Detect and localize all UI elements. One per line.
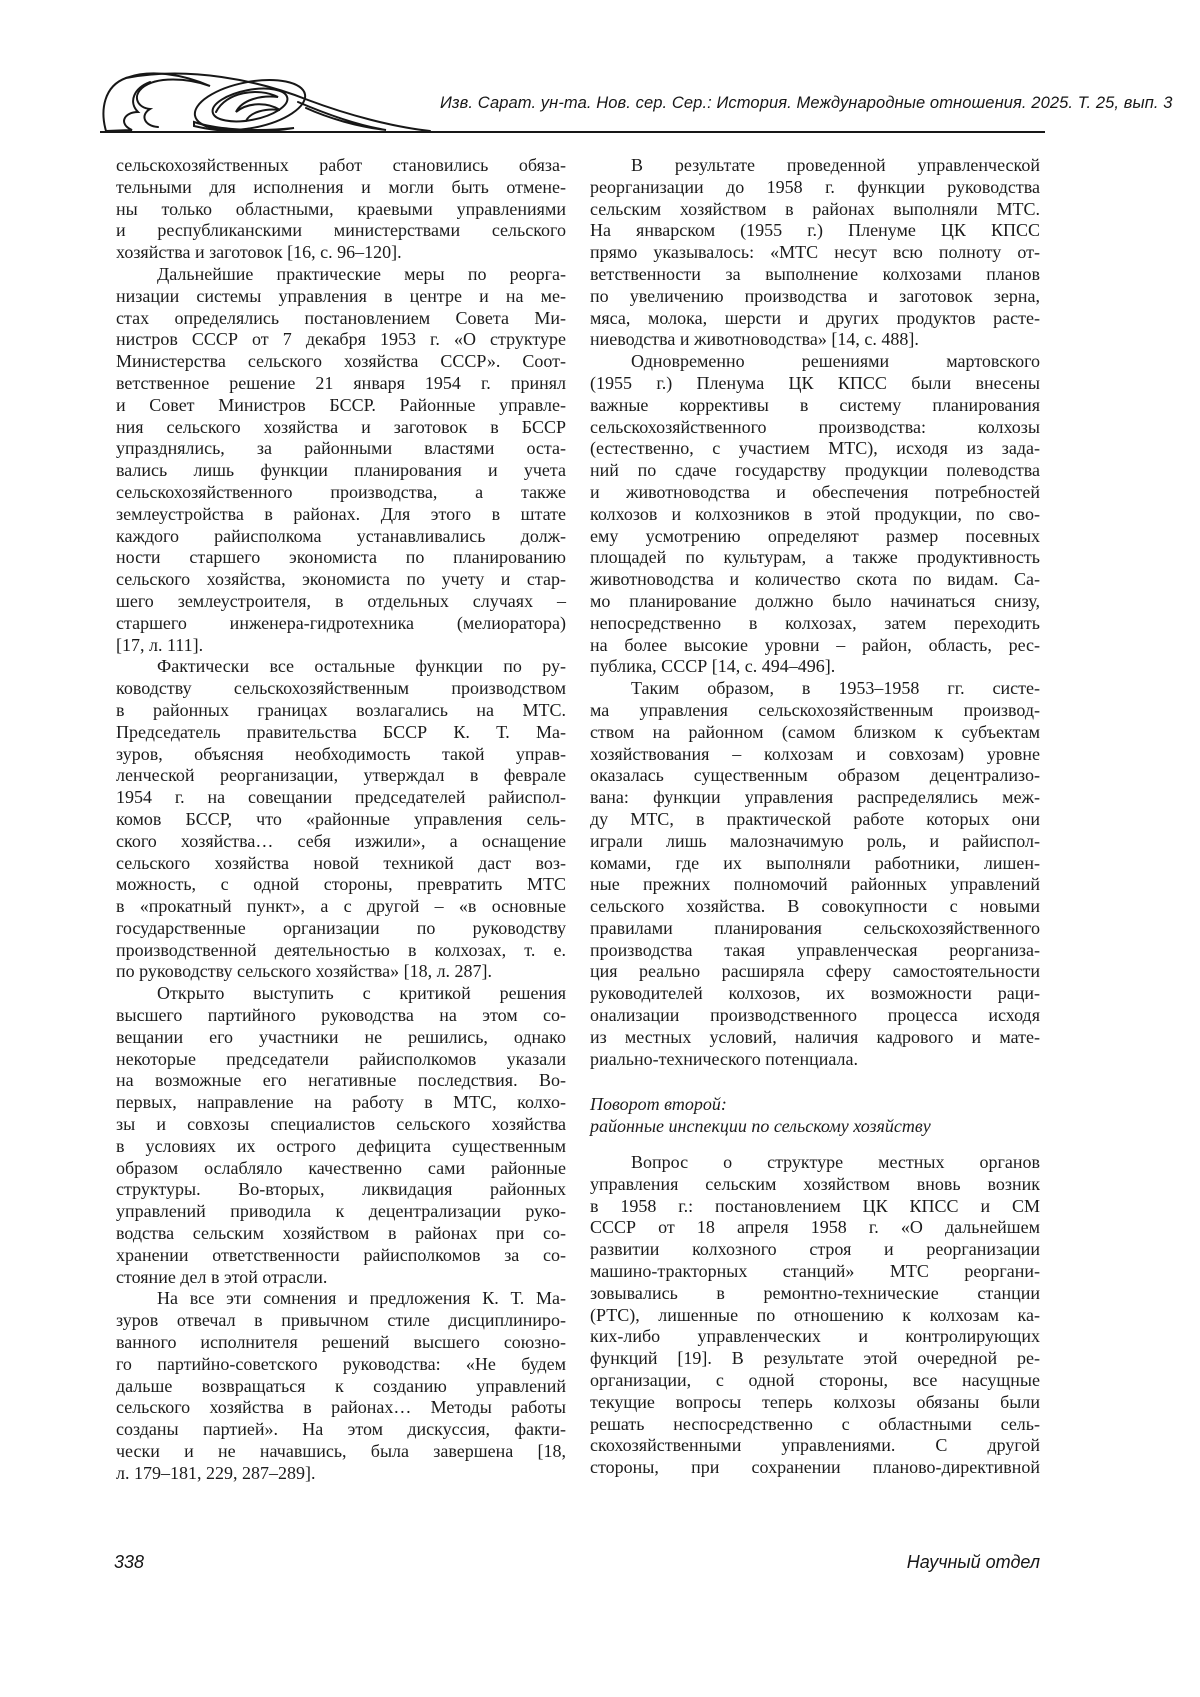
text-line: сельского хозяйства, экономиста по учету и стар- bbox=[116, 569, 566, 590]
text-line: ний по сдаче государству продукции полеводства bbox=[590, 460, 1040, 481]
text-line: реорганизации до 1958 г. функции руководства bbox=[590, 176, 1040, 197]
text-line: комами, где их выполняли работники, лишен- bbox=[590, 852, 1040, 873]
journal-logo-ornament bbox=[98, 70, 433, 134]
text-line: Одновременно решениями мартовского bbox=[631, 351, 1040, 372]
text-line: хозяйства и заготовок [16, с. 96–120]. bbox=[116, 242, 402, 263]
text-line: на более высокие уровни – район, область, рес- bbox=[590, 634, 1040, 655]
text-line: Председатель правительства БССР К. Т. Ма- bbox=[116, 721, 566, 742]
text-line: шего землеустроителя, в отдельных случаях – bbox=[116, 590, 566, 611]
text-line: Вопрос о структуре местных органов bbox=[631, 1152, 1040, 1173]
text-line: хозяйствования – колхозам и совхозам) уровне bbox=[590, 743, 1040, 764]
text-line: образом ослабляло качественно сами районные bbox=[116, 1157, 566, 1178]
text-line: СССР от 18 апреля 1958 г. «О дальнейшем bbox=[590, 1217, 1040, 1238]
text-line: ством на районном (самом близком к субъектам bbox=[590, 721, 1040, 742]
paragraph bbox=[116, 264, 566, 656]
text-line: ского хозяйства… себя изжили», а оснащение bbox=[116, 830, 566, 851]
text-line: тельными для исполнения и могли быть отмене- bbox=[116, 176, 566, 197]
text-line: (РТС), лишенные по отношению к колхозам ка- bbox=[590, 1304, 1040, 1325]
paragraph bbox=[116, 656, 566, 983]
text-line: играли лишь малозначимую роль, и райиспол- bbox=[590, 830, 1040, 851]
text-line: В результате проведенной управленческой bbox=[631, 155, 1040, 175]
text-line: ководству сельскохозяйственным производством bbox=[116, 678, 566, 699]
text-line: Таким образом, в 1953–1958 гг. систе- bbox=[631, 678, 1040, 699]
text-line: Министерства сельского хозяйства СССР». Соот- bbox=[116, 351, 566, 372]
page-number: 338 bbox=[114, 1552, 145, 1572]
text-line: производственной деятельностью в колхозах, т. е. bbox=[116, 939, 566, 960]
paragraph bbox=[590, 351, 1040, 678]
text-line: из местных условий, наличия кадрового и мате- bbox=[590, 1026, 1040, 1047]
text-line: мяса, молока, шерсти и других продуктов расте- bbox=[590, 307, 1040, 328]
text-line: вались лишь функции планирования и учета bbox=[116, 460, 566, 481]
text-line: организации, с одной стороны, все насущные bbox=[590, 1370, 1040, 1391]
text-line: государственные организации по руководству bbox=[116, 917, 566, 938]
text-line: ленческой реорганизации, утверждал в феврале bbox=[116, 765, 566, 786]
text-line: риально-технического потенциала. bbox=[590, 1048, 858, 1069]
text-line: животноводства и количество скота по видам. Са- bbox=[590, 569, 1040, 590]
paragraph bbox=[116, 1288, 566, 1484]
text-line: ветственное решение 21 января 1954 г. принял bbox=[116, 372, 566, 393]
text-line: вана: функции управления распределялись меж- bbox=[590, 787, 1040, 808]
text-line: нистров СССР от 7 декабря 1953 г. «О структуре bbox=[116, 329, 566, 350]
text-line: на возможные его негативные последствия. Во- bbox=[116, 1070, 566, 1091]
text-line: (1955 г.) Пленума ЦК КПСС были внесены bbox=[590, 372, 1040, 393]
text-line: вещании его участники не решились, однако bbox=[116, 1026, 566, 1047]
text-line: сельскохозяйственного производства, а также bbox=[116, 481, 566, 502]
text-line: важные коррективы в систему планирования bbox=[590, 394, 1040, 415]
text-line: районные инспекции по сельскому хозяйству bbox=[590, 1116, 931, 1137]
text-line: и Совет Министров БССР. Районные управле- bbox=[116, 394, 566, 415]
text-line: ция реально расширяла сферу самостоятельности bbox=[590, 961, 1040, 982]
text-line: правилами планирования сельскохозяйственного bbox=[590, 917, 1040, 938]
text-line: комов БССР, что «районные управления сель- bbox=[116, 808, 566, 829]
text-line: стах определялись постановлением Совета Ми- bbox=[116, 307, 566, 328]
text-line: На все эти сомнения и предложения К. Т. Ма- bbox=[157, 1288, 566, 1309]
text-line: можность, с одной стороны, превратить МТС bbox=[116, 874, 566, 895]
text-line: водства сельским хозяйством в районах при со- bbox=[116, 1223, 566, 1244]
text-line: ны только областными, краевыми управлениями bbox=[116, 198, 566, 219]
text-line: управления сельским хозяйством вновь возник bbox=[590, 1173, 1040, 1194]
text-line: ные прежних полномочий районных управлений bbox=[590, 874, 1040, 895]
text-line: ветственности за выполнение колхозами планов bbox=[590, 263, 1040, 284]
paragraph bbox=[590, 678, 1040, 1070]
text-line: сельского хозяйства в районах… Методы работы bbox=[116, 1397, 566, 1418]
text-line: ему усмотрению определяют размер посевных bbox=[590, 525, 1040, 546]
text-line: упразднялись, за районными властями оста- bbox=[116, 438, 566, 459]
text-line: зуров отвечал в привычном стиле дисциплиниро- bbox=[116, 1310, 566, 1331]
text-line: онализации производственного процесса исходя bbox=[590, 1005, 1040, 1026]
text-line: сельским хозяйством в районах выполняли МТС. bbox=[590, 198, 1040, 219]
text-line: сельского хозяйства. В совокупности с новыми bbox=[590, 896, 1040, 917]
text-line: ма управления сельскохозяйственным производ- bbox=[590, 699, 1040, 720]
text-line: дальше возвращаться к созданию управлений bbox=[116, 1375, 566, 1396]
text-line: в условиях их острого дефицита существенным bbox=[116, 1135, 566, 1156]
text-line: ванного исполнителя решений высшего союзно- bbox=[116, 1332, 566, 1353]
paragraph bbox=[116, 983, 566, 1288]
text-line: старшего инженера-гидротехника (мелиоратора) bbox=[116, 612, 566, 633]
paragraph bbox=[116, 155, 566, 264]
paragraph bbox=[590, 1152, 1040, 1479]
text-line: некоторые председатели райисполкомов указали bbox=[116, 1048, 566, 1069]
text-line: го партийно-советского руководства: «Не будем bbox=[116, 1353, 566, 1374]
text-line: в 1958 г.: постановлением ЦК КПСС и СМ bbox=[590, 1195, 1040, 1216]
text-line: ния сельского хозяйства и заготовок в БССР bbox=[116, 416, 566, 437]
text-line: по руководству сельского хозяйства» [18, л. 287]. bbox=[116, 961, 493, 982]
text-line: в «прокатный пункт», а с другой – «в основные bbox=[116, 896, 566, 917]
text-line: управлений приводила к децентрализации руко- bbox=[116, 1201, 566, 1222]
text-line: структуры. Во-вторых, ликвидация районных bbox=[116, 1179, 566, 1200]
text-line: чески и не начавшись, была завершена [18, bbox=[116, 1441, 566, 1462]
text-line: ких-либо управленческих и контролирующих bbox=[590, 1326, 1040, 1347]
text-line: Дальнейшие практические меры по реорга- bbox=[157, 263, 566, 284]
text-line: публика, СССР [14, с. 494–496]. bbox=[590, 656, 836, 677]
text-line: и республиканскими министерствами сельского bbox=[116, 220, 566, 241]
text-line: ности старшего экономиста по планированию bbox=[116, 547, 566, 568]
text-line: сельскохозяйственного производства: колхозы bbox=[590, 416, 1040, 437]
text-line: (естественно, с участием МТС), исходя из зада- bbox=[590, 438, 1040, 459]
text-line: производства такая управленческая реорганиза- bbox=[590, 939, 1040, 960]
text-line: низации системы управления в центре и на ме- bbox=[116, 285, 566, 306]
text-line: скохозяйственными управлениями. С другой bbox=[590, 1435, 1040, 1456]
text-line: [17, л. 111]. bbox=[116, 634, 204, 655]
text-line: На январском (1955 г.) Пленуме ЦК КПСС bbox=[590, 220, 1040, 241]
text-line: ниеводства и животноводства» [14, с. 488]. bbox=[590, 329, 919, 350]
text-line: мо планирование должно было начинаться снизу, bbox=[590, 590, 1040, 611]
text-line: стороны, при сохранении планово-директивной bbox=[590, 1457, 1040, 1478]
text-line: колхозов и колхозников в этой продукции, по сво- bbox=[590, 503, 1040, 524]
section-heading bbox=[590, 1094, 1040, 1138]
text-line: Фактически все остальные функции по ру- bbox=[157, 656, 566, 677]
text-line: Поворот второй: bbox=[590, 1094, 727, 1115]
left-column bbox=[116, 155, 566, 1485]
text-line: стояние дел в этой отрасли. bbox=[116, 1266, 328, 1287]
text-line: решать неспосредственно с областными сель- bbox=[590, 1413, 1040, 1434]
journal-header-line: Изв. Сарат. ун-та. Нов. сер. Сер.: История. Международные отношения. 2025. Т. 25, вып. 3 bbox=[440, 94, 1173, 112]
text-line: землеустройства в районах. Для этого в штате bbox=[116, 503, 566, 524]
text-line: зуров, объясняя необходимость такой управ- bbox=[116, 743, 566, 764]
right-column bbox=[590, 155, 1040, 1479]
text-line: машино-тракторных станций» МТС реоргани- bbox=[590, 1261, 1040, 1282]
text-line: 1954 г. на совещании председателей райиспол- bbox=[116, 787, 566, 808]
text-line: прямо указывалось: «МТС несут всю полноту от- bbox=[590, 242, 1040, 263]
text-line: сельского хозяйства новой техникой даст воз- bbox=[116, 852, 566, 873]
text-line: развитии колхозного строя и реорганизации bbox=[590, 1239, 1040, 1260]
text-line: Открыто выступить с критикой решения bbox=[157, 983, 566, 1004]
text-line: высшего партийного руководства на этом со- bbox=[116, 1005, 566, 1026]
text-line: каждого райисполкома устанавливались долж- bbox=[116, 525, 566, 546]
text-line: и животноводства и обеспечения потребностей bbox=[590, 481, 1040, 502]
text-line: л. 179–181, 229, 287–289]. bbox=[116, 1462, 316, 1483]
text-line: руководителей колхозов, их возможности раци- bbox=[590, 983, 1040, 1004]
header-rule bbox=[100, 131, 1045, 133]
paragraph bbox=[590, 155, 1040, 351]
text-line: созданы партией». На этом дискуссия, факти- bbox=[116, 1419, 566, 1440]
text-line: по увеличению производства и заготовок зерна, bbox=[590, 285, 1040, 306]
text-line: ду МТС, в практической работе которых они bbox=[590, 808, 1040, 829]
footer-section-label: Научный отдел bbox=[906, 1552, 1040, 1572]
text-line: первых, направление на работу в МТС, колхо- bbox=[116, 1092, 566, 1113]
text-line: зовывались в ремонтно-технические станции bbox=[590, 1282, 1040, 1303]
text-line: в районных границах возлагались на МТС. bbox=[116, 699, 566, 720]
text-line: функций [19]. В результате этой очередной ре- bbox=[590, 1348, 1040, 1369]
text-line: текущие вопросы теперь колхозы обязаны были bbox=[590, 1391, 1040, 1412]
text-line: сельскохозяйственных работ становились обяза- bbox=[116, 155, 566, 175]
text-line: непосредственно в колхозах, затем переходить bbox=[590, 612, 1040, 633]
text-line: зы и совхозы специалистов сельского хозяйства bbox=[116, 1114, 566, 1135]
text-line: хранении ответственности райисполкомов за со- bbox=[116, 1244, 566, 1265]
text-line: площадей по культурам, а также продуктивность bbox=[590, 547, 1040, 568]
text-line: оказалась существенным образом децентрализо- bbox=[590, 765, 1040, 786]
